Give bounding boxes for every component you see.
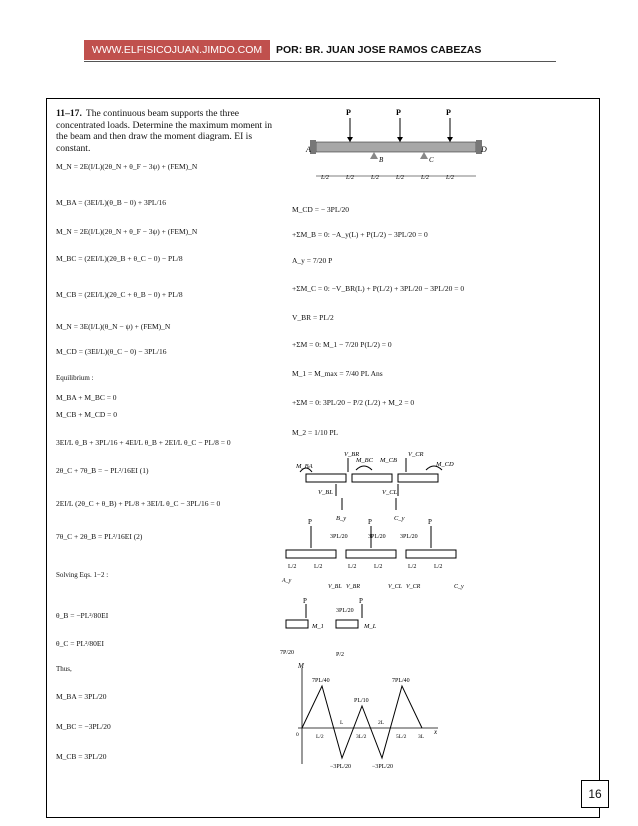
equation-label: Equilibrium : — [56, 374, 94, 382]
equation: 7θ_C + 2θ_B = PL²/16EI (2) — [56, 532, 143, 541]
equation: M_1 = M_max = 7/40 PL Ans — [292, 369, 383, 378]
load-label: P — [359, 598, 363, 605]
section-segment — [286, 620, 308, 628]
moment-label: M_1 — [312, 623, 324, 630]
equation: +ΣM_C = 0: −V_BR(L) + P(L/2) + 3PL/20 − 3PL/20 = 0 — [292, 284, 465, 293]
equation: +ΣM = 0: 3PL/20 − P/2 (L/2) + M_2 = 0 — [292, 398, 415, 407]
fbd-beam-segment — [306, 474, 346, 482]
fbd-label: M_BA — [296, 463, 313, 470]
equation: M_BA = (3EI/L)(θ_B − 0) + 3PL/16 — [56, 198, 167, 207]
equation: M_CB = 3PL/20 — [56, 752, 107, 761]
x-tick: 5L/2 — [396, 734, 407, 740]
problem-number: 11–17. — [56, 108, 82, 119]
dim-label: L/2 — [408, 564, 417, 570]
fbd-label: M_CB — [380, 457, 397, 464]
equation: M_BC = −3PL/20 — [56, 722, 111, 731]
load-label: P — [346, 108, 351, 117]
axis-label: x — [434, 728, 438, 736]
moment-label: 3PL/20 — [330, 534, 348, 540]
dim-label: L/2 — [374, 564, 383, 570]
load-label: P — [368, 518, 372, 526]
equation: 3EI/L θ_B + 3PL/16 + 4EI/L θ_B + 2EI/L θ_C − PL/8 = 0 — [56, 438, 231, 447]
load-arrowhead — [397, 137, 403, 142]
min-label: −3PL/20 — [372, 764, 394, 770]
x-tick: 2L — [378, 720, 385, 726]
equation: M_BC = (2EI/L)(2θ_B + θ_C − 0) − PL/8 — [56, 254, 183, 263]
website-text: WWW.ELFISICOJUAN.JIMDO.COM — [91, 44, 263, 56]
equation: M_CD = − 3PL/20 — [292, 205, 350, 214]
span-segment — [286, 550, 336, 558]
span-label: L/2 — [321, 175, 330, 181]
website-banner — [84, 40, 270, 60]
reaction-label: V_BR — [346, 584, 360, 590]
dim-label: L/2 — [314, 564, 323, 570]
equation: A_y = 7/20 P — [292, 256, 333, 265]
span-figure — [280, 516, 470, 594]
x-tick: 3L — [418, 734, 425, 740]
equation-label: Thus, — [56, 665, 72, 673]
equation: M_BA = 3PL/20 — [56, 692, 107, 701]
span-segment — [346, 550, 396, 558]
axis-label: M — [298, 662, 304, 670]
fbd-label: M_CD — [436, 461, 454, 468]
fbd-label: M_BC — [356, 457, 373, 464]
reaction-label: C_y — [454, 584, 464, 590]
equation: 2θ_C + 7θ_B = − PL²/16EI (1) — [56, 466, 149, 475]
span-label: L/2 — [371, 175, 380, 181]
fbd-beam-segment — [352, 474, 392, 482]
moment-arrow — [356, 466, 372, 470]
equation: M_CD = (3EI/L)(θ_C − 0) − 3PL/16 — [56, 347, 167, 356]
equation: M_2 = 1/10 PL — [292, 428, 339, 437]
equation: +ΣM_B = 0: −A_y(L) + P(L/2) − 3PL/20 = 0 — [292, 230, 428, 239]
dim-label: L/2 — [434, 564, 443, 570]
equation: θ_B = −PL²/80EI — [56, 611, 109, 620]
section-figure — [280, 598, 390, 666]
author-header: POR: BR. JUAN JOSE RAMOS CABEZAS — [276, 44, 482, 56]
equation: M_CB = (2EI/L)(2θ_C + θ_B − 0) + PL/8 — [56, 290, 183, 299]
section-segment — [336, 620, 358, 628]
fbd-label: C_y — [394, 515, 405, 522]
dim-label: L/2 — [288, 564, 297, 570]
load-arrowhead — [347, 137, 353, 142]
support-label: A — [306, 145, 311, 154]
reaction-label: V_CL — [388, 584, 403, 590]
peak-label: 7PL/40 — [312, 678, 330, 684]
span-segment — [406, 550, 456, 558]
equation: M_CB + M_CD = 0 — [56, 410, 117, 419]
moment-curve — [302, 686, 422, 758]
page-number: 16 — [581, 780, 609, 808]
fixed-support-a — [310, 140, 316, 154]
moment-diagram — [288, 662, 478, 774]
equation: M_BA + M_BC = 0 — [56, 393, 117, 402]
peak-label: 7PL/40 — [392, 678, 410, 684]
x-tick: 0 — [296, 732, 299, 738]
load-label: P — [396, 108, 401, 117]
fbd-label: V_CR — [408, 451, 424, 458]
load-arrowhead — [447, 137, 453, 142]
fbd-beam-segment — [398, 474, 438, 482]
fbd-label: V_BL — [318, 489, 333, 496]
moment-label: 3PL/20 — [336, 608, 354, 614]
min-label: −3PL/20 — [330, 764, 352, 770]
header-rule — [84, 61, 556, 62]
support-label: C — [429, 156, 434, 164]
span-label: L/2 — [446, 175, 455, 181]
reaction-label: V_BL — [328, 584, 342, 590]
equation: M_N = 2E(I/L)(2θ_N + θ_F − 3ψ) + (FEM)_N — [56, 227, 198, 236]
reaction-label: A_y — [282, 578, 292, 584]
span-label: L/2 — [396, 175, 405, 181]
problem-text: The continuous beam supports the three concentrated loads. Determine the maximum moment in the beam and then draw the moment diagram. EI is constant. — [56, 108, 273, 154]
roller-support-c — [420, 152, 428, 159]
x-tick: L — [340, 720, 344, 726]
moment-label: M_L — [364, 623, 377, 630]
equation: 2EI/L (2θ_C + θ_B) + PL/8 + 3EI/L θ_C − 3PL/16 = 0 — [56, 499, 221, 508]
equation: M_N = 3E(I/L)(θ_N − ψ) + (FEM)_N — [56, 322, 171, 331]
moment-label: 3PL/20 — [400, 534, 418, 540]
load-label: P — [428, 518, 432, 526]
equation: +ΣM = 0: M_1 − 7/20 P(L/2) = 0 — [292, 340, 392, 349]
span-label: L/2 — [346, 175, 355, 181]
load-label: P — [303, 598, 307, 605]
beam-figure — [304, 104, 496, 186]
span-label: L/2 — [421, 175, 430, 181]
reaction-label: P/2 — [336, 652, 345, 658]
moment-label: 3PL/20 — [368, 534, 386, 540]
roller-support-b — [370, 152, 378, 159]
load-label: P — [446, 108, 451, 117]
peak-label: PL/10 — [354, 698, 369, 704]
problem-statement — [56, 108, 276, 154]
fbd-label: V_BR — [344, 451, 360, 458]
fbd-label: V_CL — [382, 489, 398, 496]
beam — [316, 142, 476, 152]
x-tick: 3L/2 — [356, 734, 367, 740]
equation-label: Solving Eqs. 1−2 : — [56, 571, 109, 579]
fbd-figure — [296, 448, 456, 526]
reaction-label: V_CR — [406, 584, 421, 590]
dim-label: L/2 — [348, 564, 357, 570]
fbd-label: B_y — [336, 515, 347, 522]
equation: V_BR = PL/2 — [292, 313, 334, 322]
x-tick: L/2 — [316, 734, 324, 740]
support-label: D — [481, 145, 487, 154]
equation: M_N = 2E(I/L)(2θ_N + θ_F − 3ψ) + (FEM)_N — [56, 162, 198, 171]
load-label: P — [308, 518, 312, 526]
support-label: B — [379, 156, 384, 164]
equation: θ_C = PL²/80EI — [56, 639, 104, 648]
reaction-label: 7P/20 — [280, 650, 295, 656]
